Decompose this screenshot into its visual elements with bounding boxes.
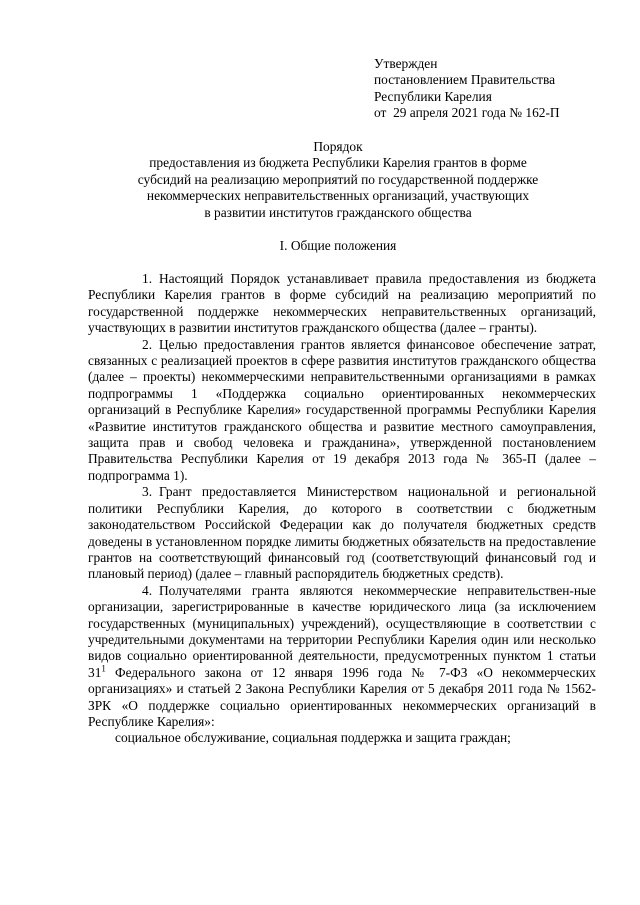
paragraph-number: 2.	[142, 336, 153, 352]
paragraph	[88, 583, 596, 731]
paragraph	[88, 271, 596, 337]
paragraph-text: Федерального закона от 12 января 1996 года № 7-ФЗ «О некоммерческих организациях» и статьей 2 Закона Республики Карелия от 5 декабря 2011 года № 1562-ЗРК «О поддержке социально ориентированных некоммерческих организаций в Республике Карелия»:	[88, 664, 596, 729]
approval-line: Республики Карелия	[374, 88, 492, 104]
paragraph-text: Целью предоставления грантов является финансовое обеспечение затрат, связанных с реализацией проектов в сфере развития институтов гражданского общества (далее – проекты) некоммерческими неправительственными организациями в рамках подпрограммы 1 «Поддержка социально ориентированных некоммерческих организаций в Республике Карелия» государственной программы Республики Карелия «Развитие институтов гражданского общества и развитие местного самоуправления, защита прав и свобод человека и гражданина», утвержденной постановлением Правительства Республики Карелия от 19 декабря 2013 года № 365-П (далее – подпрограмма 1).	[88, 336, 596, 483]
title-line: в развитии институтов гражданского общества	[204, 204, 472, 220]
superscript: 1	[101, 663, 106, 674]
approval-date-line: от 29 апреля 2021 года № 162-П	[374, 105, 560, 121]
document-body	[88, 271, 596, 747]
document-title	[88, 139, 588, 221]
list-item: социальное обслуживание, социальная поддержка и защита граждан;	[115, 730, 511, 746]
paragraph	[88, 337, 596, 485]
paragraph-number: 4.	[142, 582, 153, 598]
paragraph	[88, 484, 596, 582]
paragraph-text: Получателями гранта являются некоммерческие неправительствен-ные организации, зарегистрированные в качестве юридического лица (за исключением государственных (муниципальных) учреждений), осуществляющие в соответствии с учредительными документами на территории Республики Карелия один или несколько видов социально ориентированной деятельности, предусмотренных пунктом 1 статьи 31	[88, 582, 596, 680]
paragraph-text: Грант предоставляется Министерством национальной и региональной политики Республики Карелия, до которого в соответствии с бюджетным законодательством Российской Федерации как до получателя бюджетных средств доведены в установленном порядке лимиты бюджетных обязательств на предоставление грантов на соответствующий финансовый год (соответствующий финансовый год и плановый период) (далее – главный распорядитель бюджетных средств).	[88, 484, 596, 582]
title-line: субсидий на реализацию мероприятий по государственной поддержке	[137, 171, 539, 187]
title-heading: Порядок	[313, 139, 363, 154]
title-line: некоммерческих неправительственных организаций, участвующих	[146, 188, 530, 204]
paragraph-number: 1.	[142, 271, 153, 286]
paragraph-number: 3.	[142, 484, 153, 500]
section-heading: I. Общие положения	[279, 238, 397, 253]
approval-line: постановлением Правительства	[374, 72, 556, 88]
approval-stamp	[374, 56, 624, 122]
paragraph-text: Настоящий Порядок устанавливает правила предоставления из бюджета Республики Карелия грантов в форме субсидий на реализацию мероприятий по государственной поддержке некоммерческих неправительственных организаций, участвующих в развитии институтов гражданского общества (далее – гранты).	[88, 271, 596, 336]
title-line: предоставления из бюджета Республики Карелия грантов в форме	[149, 155, 527, 171]
approval-line: Утвержден	[374, 56, 438, 71]
